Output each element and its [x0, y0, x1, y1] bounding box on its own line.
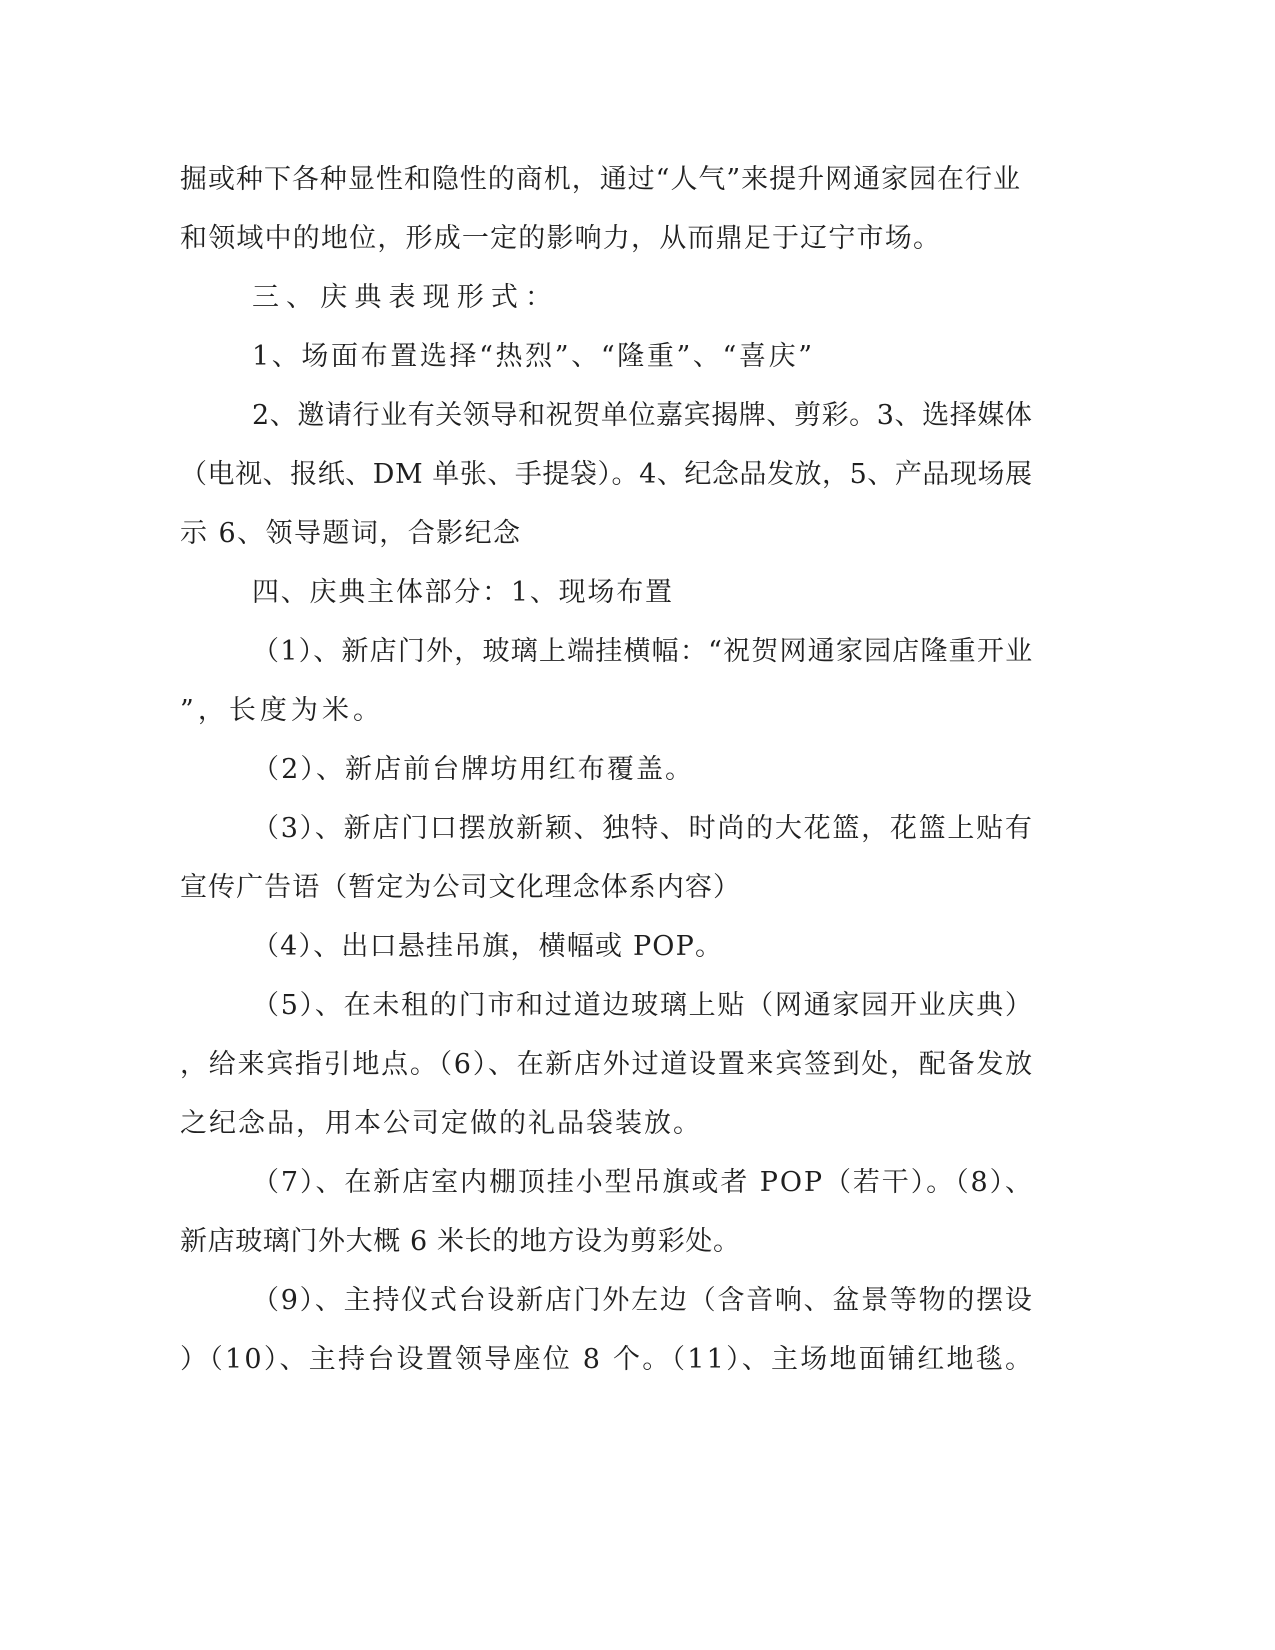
paragraph-line: （9）、主持仪式台设新店门外左边（含音响、盆景等物的摆设: [252, 1285, 1034, 1316]
paragraph-line: 宣传广告语（暂定为公司文化理念体系内容）: [180, 872, 741, 903]
paragraph-line: 新店玻璃门外大概 6 米长的地方设为剪彩处。: [180, 1226, 741, 1257]
paragraph-line: （3）、新店门口摆放新颖、独特、时尚的大花篮，花篮上贴有: [252, 813, 1034, 844]
paragraph-line: 1、场面布置选择“热烈”、“隆重”、“喜庆”: [252, 341, 815, 372]
paragraph-line: 掘或种下各种显性和隐性的商机，通过“人气”来提升网通家园在行业: [180, 164, 1021, 195]
paragraph-line: （1）、新店门外，玻璃上端挂横幅：“祝贺网通家园店隆重开业: [252, 636, 1034, 667]
paragraph-line: 2、邀请行业有关领导和祝贺单位嘉宾揭牌、剪彩。3、选择媒体: [252, 400, 1033, 431]
paragraph-line: （5）、在未租的门市和过道边玻璃上贴（网通家园开业庆典）: [252, 990, 1034, 1021]
section-heading: 四、庆典主体部分：1、现场布置: [252, 577, 674, 608]
paragraph-line: （电视、报纸、DM 单张、手提袋）。4、纪念品发放，5、产品现场展: [180, 459, 1033, 490]
section-heading: 三、庆典表现形式：: [252, 282, 560, 313]
paragraph-line: （4）、出口悬挂吊旗，横幅或 POP。: [252, 931, 724, 962]
paragraph-line: （2）、新店前台牌坊用红布覆盖。: [252, 754, 695, 785]
paragraph-line: ”，长度为米。: [180, 695, 385, 726]
paragraph-line: ，给来宾指引地点。（6）、在新店外过道设置来宾签到处，配备发放: [180, 1049, 1034, 1080]
paragraph-line: （7）、在新店室内棚顶挂小型吊旗或者 POP（若干）。（8）、: [252, 1167, 1034, 1198]
paragraph-line: 之纪念品，用本公司定做的礼品袋装放。: [180, 1108, 702, 1139]
paragraph-line: 示 6、领导题词，合影纪念: [180, 518, 522, 549]
paragraph-line: ）（10）、主持台设置领导座位 8 个。（11）、主场地面铺红地毯。: [180, 1344, 1035, 1375]
paragraph-line: 和领域中的地位，形成一定的影响力，从而鼎足于辽宁市场。: [180, 223, 942, 254]
